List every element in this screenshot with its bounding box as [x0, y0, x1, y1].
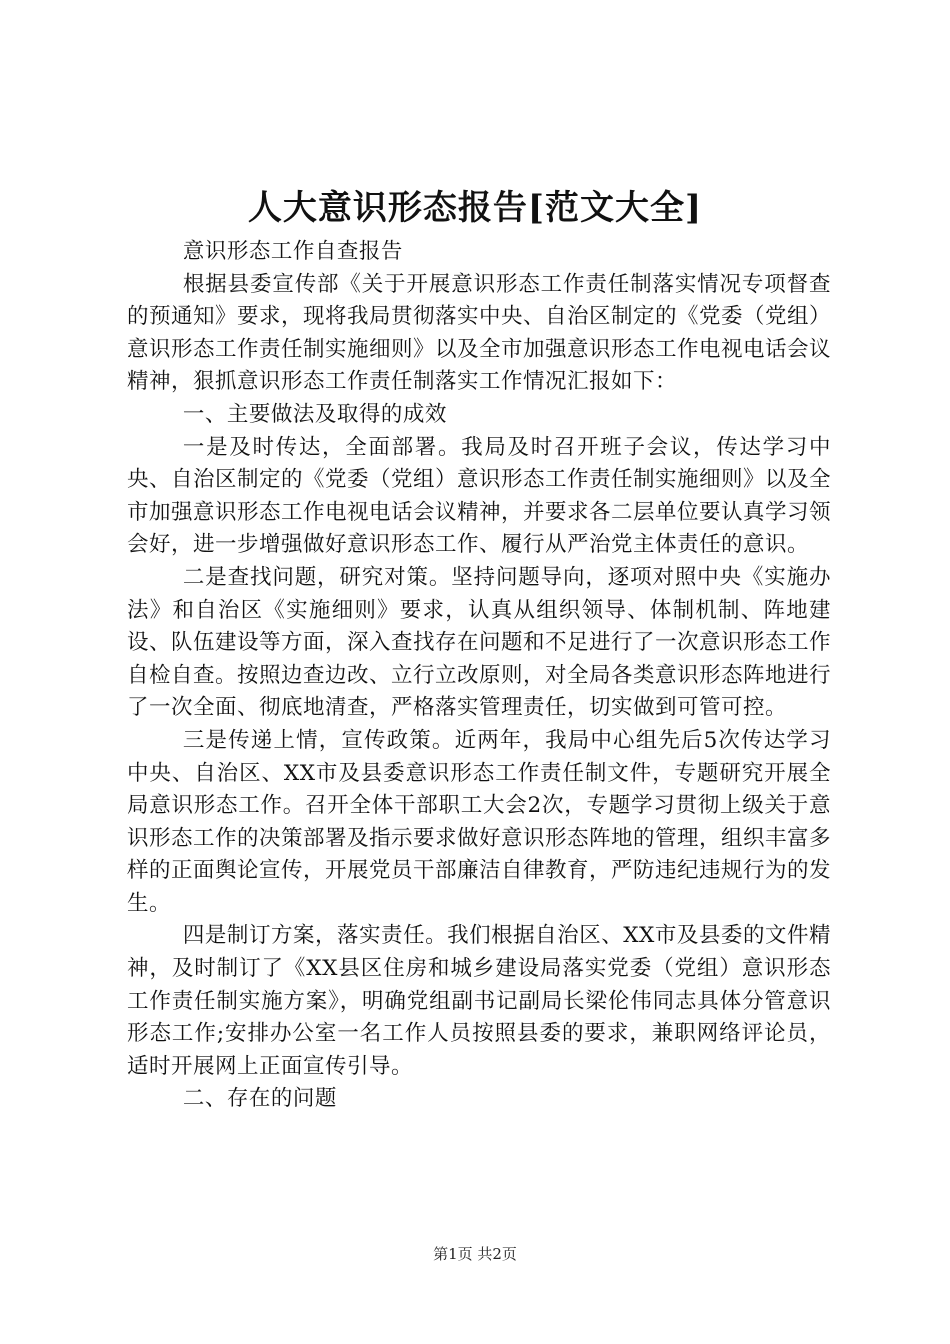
paragraph-item-1: 一是及时传达，全面部署。我局及时召开班子会议，传达学习中央、自治区制定的《党委（党组）意识形态工作责任制实施细则》以及全市加强意识形态工作电视电话会议精神，并要求各二层单位要认真学习领会好，进一步增强做好意识形态工作、履行从严治党主体责任的意识。 [127, 434, 832, 558]
document-body [127, 236, 831, 1116]
paragraph-subtitle: 意识形态工作自查报告 [182, 239, 403, 264]
paragraph-item-4: 四是制订方案，落实责任。我们根据自治区、XX市及县委的文件精神，及时制订了《XX县区住房和城乡建设局落实党委（党组）意识形态工作责任制实施方案》，明确党组副书记副局长梁伦伟同志具体分管意识形态工作;安排办公室一名工作人员按照县委的要求，兼职网络评论员，适时开展网上正面宣传引导。 [127, 923, 831, 1079]
section-heading-1: 一、主要做法及取得的成效 [182, 401, 447, 427]
paragraph-intro: 根据县委宣传部《关于开展意识形态工作责任制落实情况专项督查的预通知》要求，现将我局贯彻落实中央、自治区制定的《党委（党组）意识形态工作责任制实施细则》以及全市加强意识形态工作电视电话会议精神，狠抓意识形态工作责任制落实工作情况汇报如下： [127, 271, 832, 395]
paragraph-item-3: 三是传递上情，宣传政策。近两年，我局中心组先后5次传达学习中央、自治区、XX市及县委意识形态工作责任制文件，专题研究开展全局意识形态工作。召开全体干部职工大会2次，专题学习贯彻上级关于意识形态工作的决策部署及指示要求做好意识形态阵地的管理，组织丰富多样的正面舆论宣传，开展党员干部廉洁自律教育，严防违纪违规行为的发生。 [127, 727, 832, 916]
section-heading-2: 二、存在的问题 [182, 1086, 337, 1112]
paragraph-item-2: 二是查找问题，研究对策。坚持问题导向，逐项对照中央《实施办法》和自治区《实施细则》要求，认真从组织领导、体制机制、阵地建设、队伍建设等方面，深入查找存在问题和不足进行了一次意识形态工作自检自查。按照边查边改、立行立改原则，对全局各类意识形态阵地进行了一次全面、彻底地清查，严格落实管理责任，切实做到可管可控。 [127, 564, 832, 721]
document-title: 人大意识形态报告[范文大全] [247, 188, 703, 228]
page-footer: 第1页 共2页 [433, 1245, 517, 1263]
